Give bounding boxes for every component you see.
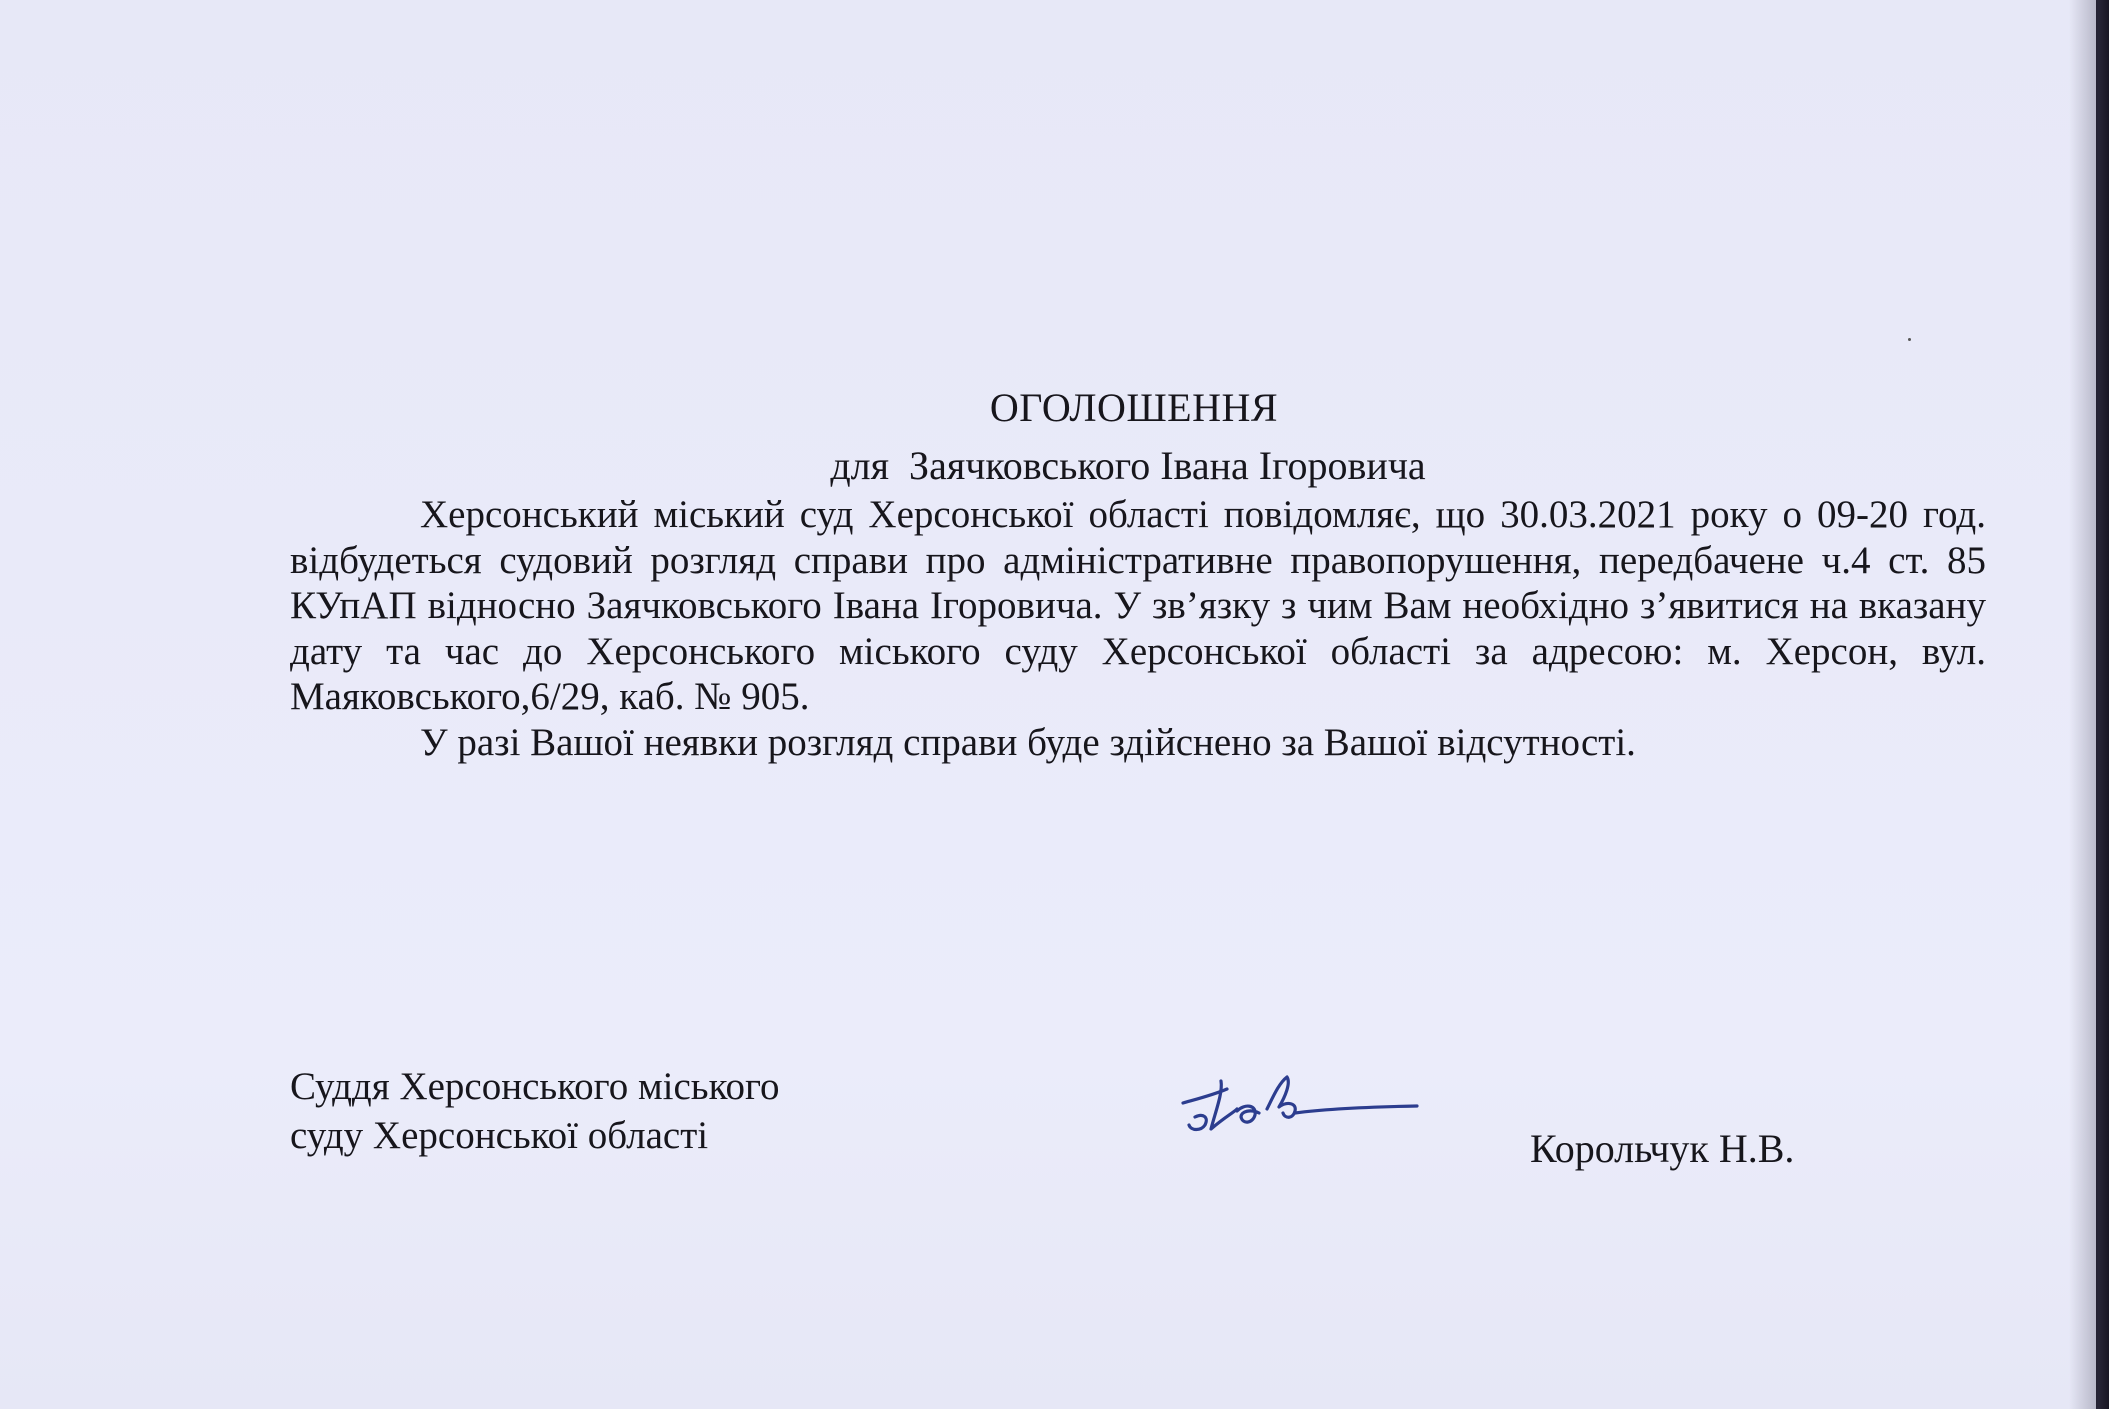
notice-title: ОГОЛОШЕННЯ: [989, 385, 1279, 430]
signatory-position: Суддя Херсонського міського суду Херсонської області: [290, 1065, 780, 1157]
signatory-name: Корольчук Н.В.: [1530, 1126, 1795, 1171]
paper-edge-shadow: [2069, 0, 2109, 1409]
handwritten-signature: [1175, 1073, 1425, 1143]
notice-paragraph-absence: У разі Вашої неявки розгляд справи буде здійснено за Вашої відсутності.: [420, 720, 1636, 764]
notice-paragraph-main: Херсонський міський суд Херсонської області повідомляє, що 30.03.2021 року о 09-20 год. відбудеться судовий розгляд справи про адміністративне правопорушення, передбачене ч.4 ст. 85 КУпАП відносно Заячковського Івана Ігоровича. У зв’язку з чим Вам необхідно з’явитися на вказану дату та час до Херсонського міського суду Херсонської області за адресою: м. Херсон, вул. Маяковського,6/29, каб. № 905.: [290, 493, 1986, 718]
notice-recipient: для Заячковського Івана Ігоровича: [830, 443, 1426, 488]
notice-body: [290, 492, 1986, 765]
paper-speck: [1908, 338, 1911, 341]
